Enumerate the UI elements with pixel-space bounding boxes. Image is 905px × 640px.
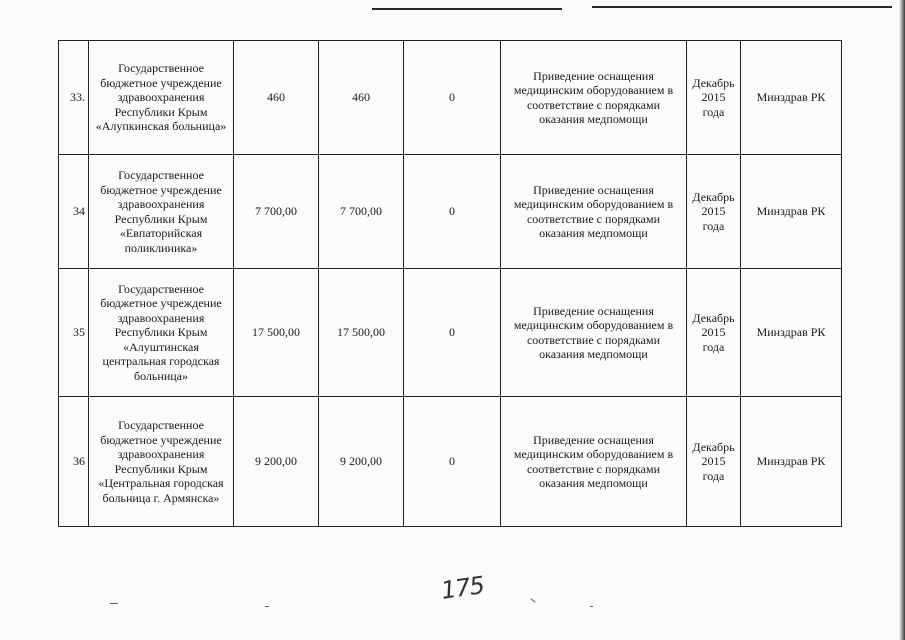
planned-amount: 17 500,00 (234, 269, 319, 397)
table-row (59, 155, 842, 269)
scan-edge (899, 0, 905, 640)
institution-name: Государственное бюджетное учреждение здравоохранения Республики Крым «Алупкинская больница» (89, 41, 234, 155)
institution-name: Государственное бюджетное учреждение здравоохранения Республики Крым «Евпаторийская поликлиника» (89, 155, 234, 269)
row-number: 35 (59, 269, 89, 397)
table-row (59, 269, 842, 397)
responsible: Минздрав РК (741, 155, 842, 269)
row-number: 34 (59, 155, 89, 269)
budget-table (58, 40, 842, 527)
difference: 0 (404, 269, 501, 397)
planned-amount: 7 700,00 (234, 155, 319, 269)
table-row (59, 41, 842, 155)
scan-speck (590, 606, 593, 607)
responsible: Минздрав РК (741, 397, 842, 527)
scan-speck (530, 598, 535, 603)
difference: 0 (404, 41, 501, 155)
actual-amount: 9 200,00 (319, 397, 404, 527)
purpose: Приведение оснащения медицинским оборудованием в соответствие с порядками оказания медпомощи (501, 155, 687, 269)
page-number: 175 (439, 571, 486, 605)
top-rule-right (592, 6, 892, 8)
table-row (59, 397, 842, 527)
planned-amount: 9 200,00 (234, 397, 319, 527)
institution-name: Государственное бюджетное учреждение здравоохранения Республики Крым «Алуштинская центральная городская больница» (89, 269, 234, 397)
deadline: Декабрь 2015 года (687, 269, 741, 397)
actual-amount: 7 700,00 (319, 155, 404, 269)
difference: 0 (404, 397, 501, 527)
top-rule (372, 8, 562, 10)
actual-amount: 17 500,00 (319, 269, 404, 397)
responsible: Минздрав РК (741, 269, 842, 397)
purpose: Приведение оснащения медицинским оборудованием в соответствие с порядками оказания медпомощи (501, 397, 687, 527)
institution-name: Государственное бюджетное учреждение здравоохранения Республики Крым «Центральная городская больница г. Армянска» (89, 397, 234, 527)
purpose: Приведение оснащения медицинским оборудованием в соответствие с порядками оказания медпомощи (501, 41, 687, 155)
actual-amount: 460 (319, 41, 404, 155)
deadline: Декабрь 2015 года (687, 397, 741, 527)
deadline: Декабрь 2015 года (687, 41, 741, 155)
difference: 0 (404, 155, 501, 269)
scan-speck (265, 606, 269, 607)
deadline: Декабрь 2015 года (687, 155, 741, 269)
scan-speck (110, 603, 118, 604)
purpose: Приведение оснащения медицинским оборудованием в соответствие с порядками оказания медпомощи (501, 269, 687, 397)
responsible: Минздрав РК (741, 41, 842, 155)
row-number: 33. (59, 41, 89, 155)
planned-amount: 460 (234, 41, 319, 155)
row-number: 36 (59, 397, 89, 527)
